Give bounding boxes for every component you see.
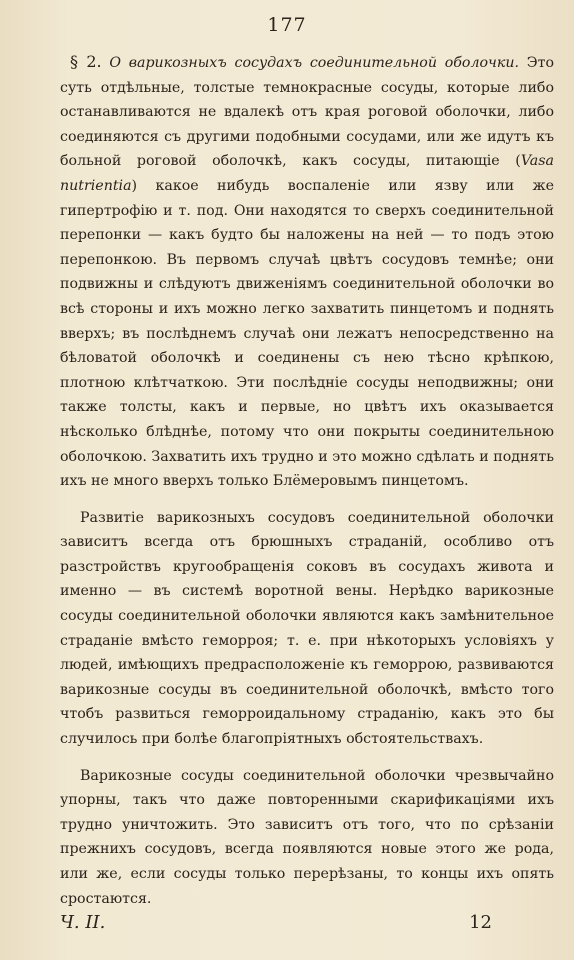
paragraph-text: Это суть отдѣльные, толстые темнокрасные сосуды, которые либо останавливаются не вдалекѣ отъ края роговой оболочки, либо соединяются съ другими подобными сосудами, или же идутъ къ больной роговой оболочкѣ, какъ сосуды, питающіе ( [60,55,554,170]
page-number: 177 [267,14,307,36]
footer-signature: Ч. II. [60,912,106,933]
section-mark: § 2. [70,52,102,71]
latin-term: Vasa nutrientia [60,153,554,194]
paragraph-section-2 [60,50,554,494]
body-text [60,50,554,923]
footer-sheet-number: 12 [469,912,492,933]
paragraph-development: Развитіе варикозныхъ сосудовъ соединительной оболочки зависитъ всегда отъ брюшныхъ страданій, особливо отъ разстройствъ кругообращенія соковъ въ сосудахъ живота и именно — въ системѣ воротной вены. Нерѣдко варикозные сосуды соединительной оболочки являются какъ замѣнительное страданіе вмѣсто геморроя; т. е. при нѣкоторыхъ условіяхъ у людей, имѣющихъ предрасположеніе къ геморрою, развиваются варикозные сосуды въ соединительной оболочкѣ, вмѣсто того чтобъ развиться геморроидальному страданію, какъ это бы случилось при болѣе благопріятныхъ обстоятельствахъ. [60,509,554,748]
section-heading: О варикозныхъ сосудахъ соединительной оболочки. [109,55,519,71]
paragraph-persistence: Варикозные сосуды соединительной оболочки чрезвычайно упорны, такъ что даже повторенными скарификаціями ихъ трудно уничтожить. Это зависитъ отъ того, что по срѣзаніи прежнихъ сосудовъ, всегда появляются новые этого же рода, или же, если сосуды только перерѣзаны, то концы ихъ опять сростаются. [60,767,554,907]
paragraph-text-continued: ) какое нибудь воспаленіе или язву или же гипертрофію и т. под. Они находятся то сверхъ соединительной перепонки — какъ будто бы наложены на ней — то подъ этою перепонкою. Въ первомъ случаѣ цвѣтъ сосудовъ темнѣе; они подвижны и слѣдуютъ движеніямъ соединительной оболочки во всѣ стороны и ихъ можно легко захватить пинцетомъ и поднять вверхъ; въ послѣднемъ случаѣ они лежатъ непосредственно на бѣловатой оболочкѣ и соединены съ нею тѣсно крѣпкою, плотною клѣтчаткою. Эти послѣдніе сосуды неподвижны; они также толсты, какъ и первые, но цвѣтъ ихъ оказывается нѣсколько блѣднѣе, потому что они покрыты соединительною оболочкою. Захватить ихъ трудно и это можно сдѣлать и поднять ихъ не много вверхъ только Блёмеровымъ пинцетомъ. [60,177,554,490]
